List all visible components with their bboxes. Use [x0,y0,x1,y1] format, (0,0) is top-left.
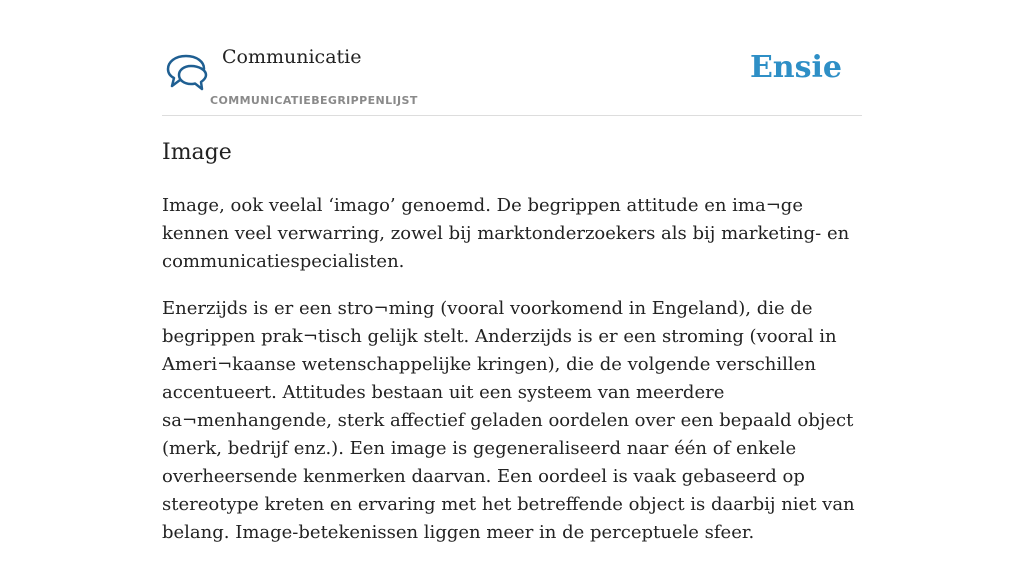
source-name[interactable]: Communicatie [222,46,362,68]
source-subtitle[interactable]: COMMUNICATIEBEGRIPPENLIJST [210,94,418,107]
header [162,40,862,116]
paragraph: Enerzijds is er een stro¬ming (vooral voorkomend in Engeland), die de begrippen prak¬tisch gelijk stelt. Anderzijds is er een stroming (vooral in Ameri¬kaanse wetenschappelijke kringen), die de volgende verschillen accentueert. Attitudes bestaan uit een systeem van meerdere sa¬menhangende, sterk affectief geladen oordelen over een bepaald object (merk, bedrijf enz.). Een image is gegeneraliseerd naar één of enkele overheersende kenmerken daarvan. Een oordeel is vaak gebaseerd op stereotype kreten en ervaring met het betreffende object is daarbij niet van belang. Image-betekenissen liggen meer in de perceptuele sfeer. [162,298,855,543]
page-title: Image [162,140,232,165]
article-body [162,192,867,566]
speech-bubbles-icon[interactable] [164,50,210,94]
brand-logo[interactable]: Ensie [749,50,842,85]
paragraph: Image, ook veelal ‘imago’ genoemd. De begrippen attitude en ima¬ge kennen veel verwarring, zowel bij marktonderzoekers als bij marketing- en communicatiespecialisten. [162,195,850,272]
